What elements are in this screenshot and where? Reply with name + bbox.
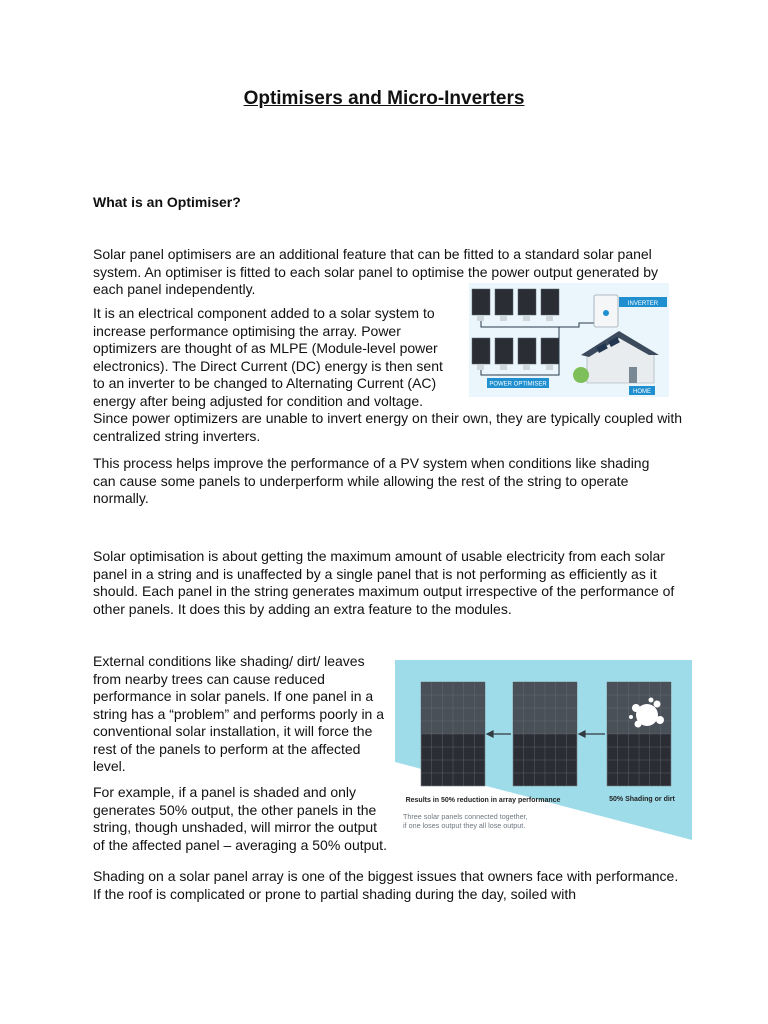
page-title: Optimisers and Micro-Inverters — [243, 88, 525, 109]
paragraph-component: It is an electrical component added to a solar system to increase performance optimising the array. Power optimizers are thought of as MLPE (Module-level power electronics). The Direct Current (DC) energy is then sent to an inverter to be changed to Alternating Current (AC) energy after being adjusted for condition and voltage. — [93, 305, 443, 409]
home-label: HOME — [633, 389, 651, 395]
caption-line-2: if one loses output they all lose output. — [403, 821, 526, 830]
power-optimiser-illustration — [469, 283, 669, 397]
paragraph-example: For example, if a panel is shaded and only generates 50% output, the other panels in the string, though unshaded, will mirror the output of the affected panel – averaging a 50% output. — [93, 784, 387, 853]
solar-panel-3-shaded — [607, 682, 671, 786]
paragraph-optimisation: Solar optimisation is about getting the maximum amount of usable electricity from each solar panel in a string and is unaffected by a single panel that is not performing as efficiently as it should. Each panel in the string generates maximum output irrespective of the performance of other panels. It does this by adding an extra feature to the modules. — [93, 548, 675, 617]
paragraph-coupled: Since power optimizers are unable to invert energy on their own, they are typically coupled with centralized string inverters. — [93, 410, 683, 444]
power-optimiser-diagram — [469, 283, 669, 397]
shading-label: 50% Shading or dirt — [609, 796, 675, 803]
paragraph-external-conditions: External conditions like shading/ dirt/ leaves from nearby trees can cause reduced performance in solar panels. If one panel in a string has a “problem” and performs poorly in a conventional solar installation, it will force the rest of the panels to perform at the affected level. — [93, 653, 385, 774]
power-optimiser-label: POWER OPTIMISER — [489, 381, 547, 388]
paragraph-process: This process helps improve the performance of a PV system when conditions like shading can cause some panels to underperform while allowing the rest of the string to operate normally. — [93, 455, 650, 506]
paragraph-shading: Shading on a solar panel array is one of the biggest issues that owners face with performance. If the roof is complicated or prone to partial shading during the day, soiled with — [93, 868, 679, 902]
inverter-label: INVERTER — [627, 301, 659, 307]
shading-illustration — [395, 660, 692, 840]
shading-diagram — [395, 660, 692, 840]
paragraph-intro: Solar panel optimisers are an additional feature that can be fitted to a standard solar panel system. An optimiser is fitted to each solar panel to optimise the power output generated by each panel independently. — [93, 246, 658, 297]
section-heading: What is an Optimiser? — [93, 194, 241, 210]
result-label: Results in 50% reduction in array performance — [405, 797, 561, 804]
solar-panel-1 — [421, 682, 485, 786]
caption-line-1: Three solar panels connected together, — [403, 812, 528, 821]
solar-panel-2 — [513, 682, 577, 786]
